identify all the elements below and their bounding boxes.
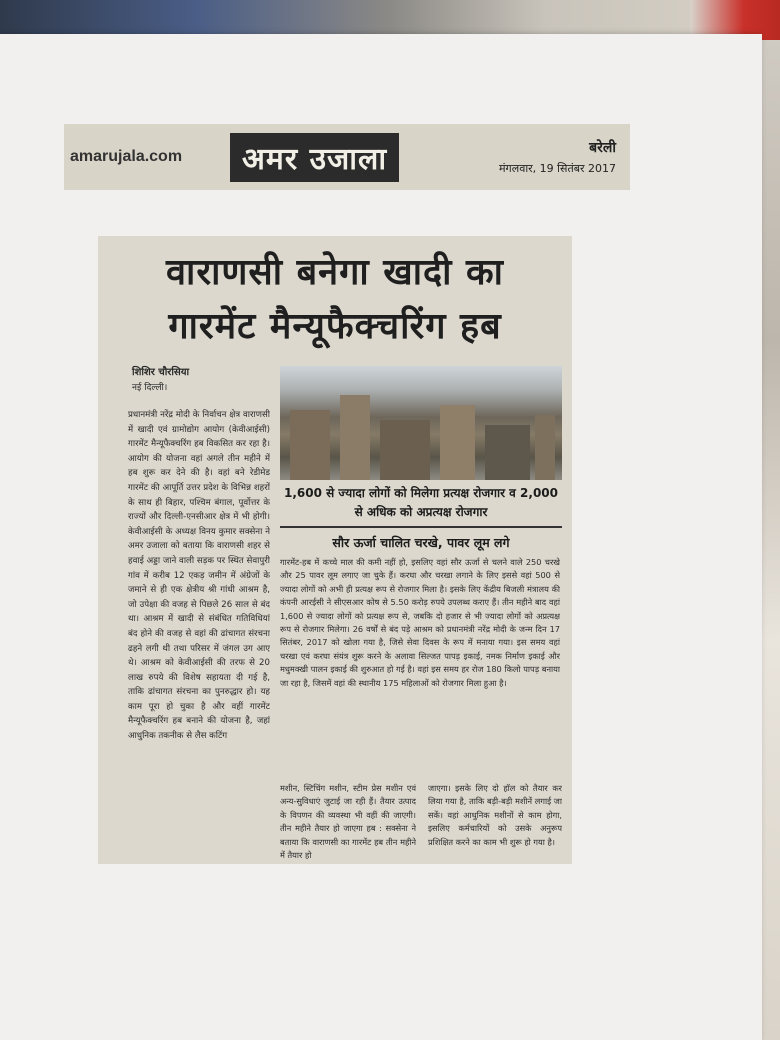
edition-info (499, 138, 616, 176)
ghats-photo (280, 366, 562, 480)
edition-city: बरेली (589, 140, 616, 156)
article-column-3: मशीन, स्टिचिंग मशीन, स्टीम प्रेस मशीन एवं अन्य-सुविधाएं जुटाई जा रही हैं। तैयार उत्पाद के विपणन की व्यवस्था भी वहीं की जाएगी। तीन महीने तैयार हो जाएगा हब : सक्सेना ने बताया कि वाराणसी का गारमेंट हब तीन महीने में तैयार हो (280, 783, 416, 860)
masthead-clipping (64, 124, 630, 190)
headline-line-1: वाराणसी बनेगा खादी का (166, 252, 504, 293)
headline (98, 246, 572, 354)
article-column-2: गारमेंट-हब में कच्चे माल की कमी नहीं हो, इसलिए वहां सौर ऊर्जा से चलने वाले 250 चरखे और 25 पावर लूम लगाए जा चुके हैं। करघा और चरखा लगाने के लिए इससे वहां 500 से ज्यादा लोगों को अभी ही प्रत्यक्ष रूप से रोजगार मिला है। इसके लिए केंद्रीय बिजली मंत्रालय की कंपनी आरईसी ने सीएसआर कोष से 5.50 करोड़ रुपये उपलब्ध कराए हैं। तीन महीने बाद वहां 1,600 से ज्यादा लोगों को प्रत्यक्ष रूप से, जबकि दो हजार से भी ज्यादा लोगों को अप्रत्यक्ष रूप से रोजगार मिलेगा। 26 वर्षों से बंद पड़े आश्रम को प्रधानमंत्री नरेंद्र मोदी के जन्म दिन 17 सितंबर, 2017 को खोला गया है, जिसे सेवा दिवस के रूप में मनाया गया। इस समय वहां चरखा एवं करघा संयंत्र शुरू करने के अलावा सिल्जत पापड़ इकाई, नमक निर्माण इकाई और मधुमक्खी पालन इकाई की शुरुआत हो गई है। वहां इस समय हर रोज 180 किलो पापड़ बनाया जा रहा है, जिसमें वहां की स्थानीय 175 महिलाओं को रोजगार मिला हुआ है। (280, 557, 560, 688)
newspaper-logo: अमर उजाला (230, 133, 399, 182)
edition-date: मंगलवार, 19 सितंबर 2017 (498, 162, 616, 175)
article-column-1: प्रधानमंत्री नरेंद्र मोदी के निर्वाचन क्षेत्र वाराणसी में खादी एवं ग्रामोद्योग आयोग (केवीआईसी) गारमेंट मैन्यूफैक्चरिंग हब विकसित कर रहा है। आयोग की योजना वहां अगले तीन महीने में हब शुरू कर देने की है। वहां बने रेडीमेड गारमेंट की आपूर्ति उत्तर प्रदेश के विभिन्न शहरों के साथ ही बिहार, पश्चिम बंगाल, पूर्वोत्तर के राज्यों और दिल्ली-एनसीआर क्षेत्र में भी होगी। केवीआईसी के अध्यक्ष विनय कुमार सक्सेना ने अमर उजाला को बताया कि वाराणसी शहर से हवाई अड्डा जाने वाली सड़क पर स्थित सेवापुरी गांव में करीब 12 एकड़ जमीन में अंग्रेजों के जमाने से ही एक क्षेत्रीय श्री गांधी आश्रम है, जो उपेक्षा की वजह से पिछले 26 साल से बंद था। आश्रम में खादी से संबंधित गतिविधियां बंद होने की वजह से वहां की ढांचागत संरचना ढहने लगी थी तथा परिसर में जंगल उग आए थे। आश्रम को केवीआईसी की तरफ से 20 लाख रुपये की विशेष सहायता दी गई है, ताकि ढांचागत संरचना का पुनरुद्धार हो। यह काम पूरा हो चुका है और वहीं गारमेंट मैन्यूफैक्चरिंग हब बनाने की योजना है, जहां आधुनिक तकनीक से लैस कटिंग (128, 410, 270, 742)
headline-line-2: गारमेंट मैन्यूफैक्चरिंग हब (168, 306, 502, 347)
byline: शिशिर चौरसिया (132, 367, 190, 378)
dateline: नई दिल्ली। (132, 383, 168, 393)
section-divider (280, 526, 562, 528)
subheading: सौर ऊर्जा चालित चरखे, पावर लूम लगे (332, 535, 510, 550)
article-column-4: जाएगा। इसके लिए दो हॉल को तैयार कर लिया गया है, ताकि बड़ी-बड़ी मशीनें लगाई जा सकें। वहां आधुनिक मशीनों से काम होगा, इसलिए कर्मचारियों को उसके अनुरूप प्रशिक्षित करने का काम भी शुरू हो गया है। (428, 783, 562, 847)
site-url: amarujala.com (70, 148, 183, 165)
article-clipping (98, 236, 572, 864)
photo-caption: 1,600 से ज्यादा लोगों को मिलेगा प्रत्यक्ष रोजगार व 2,000 से अधिक को अप्रत्यक्ष रोजगार (284, 486, 558, 519)
